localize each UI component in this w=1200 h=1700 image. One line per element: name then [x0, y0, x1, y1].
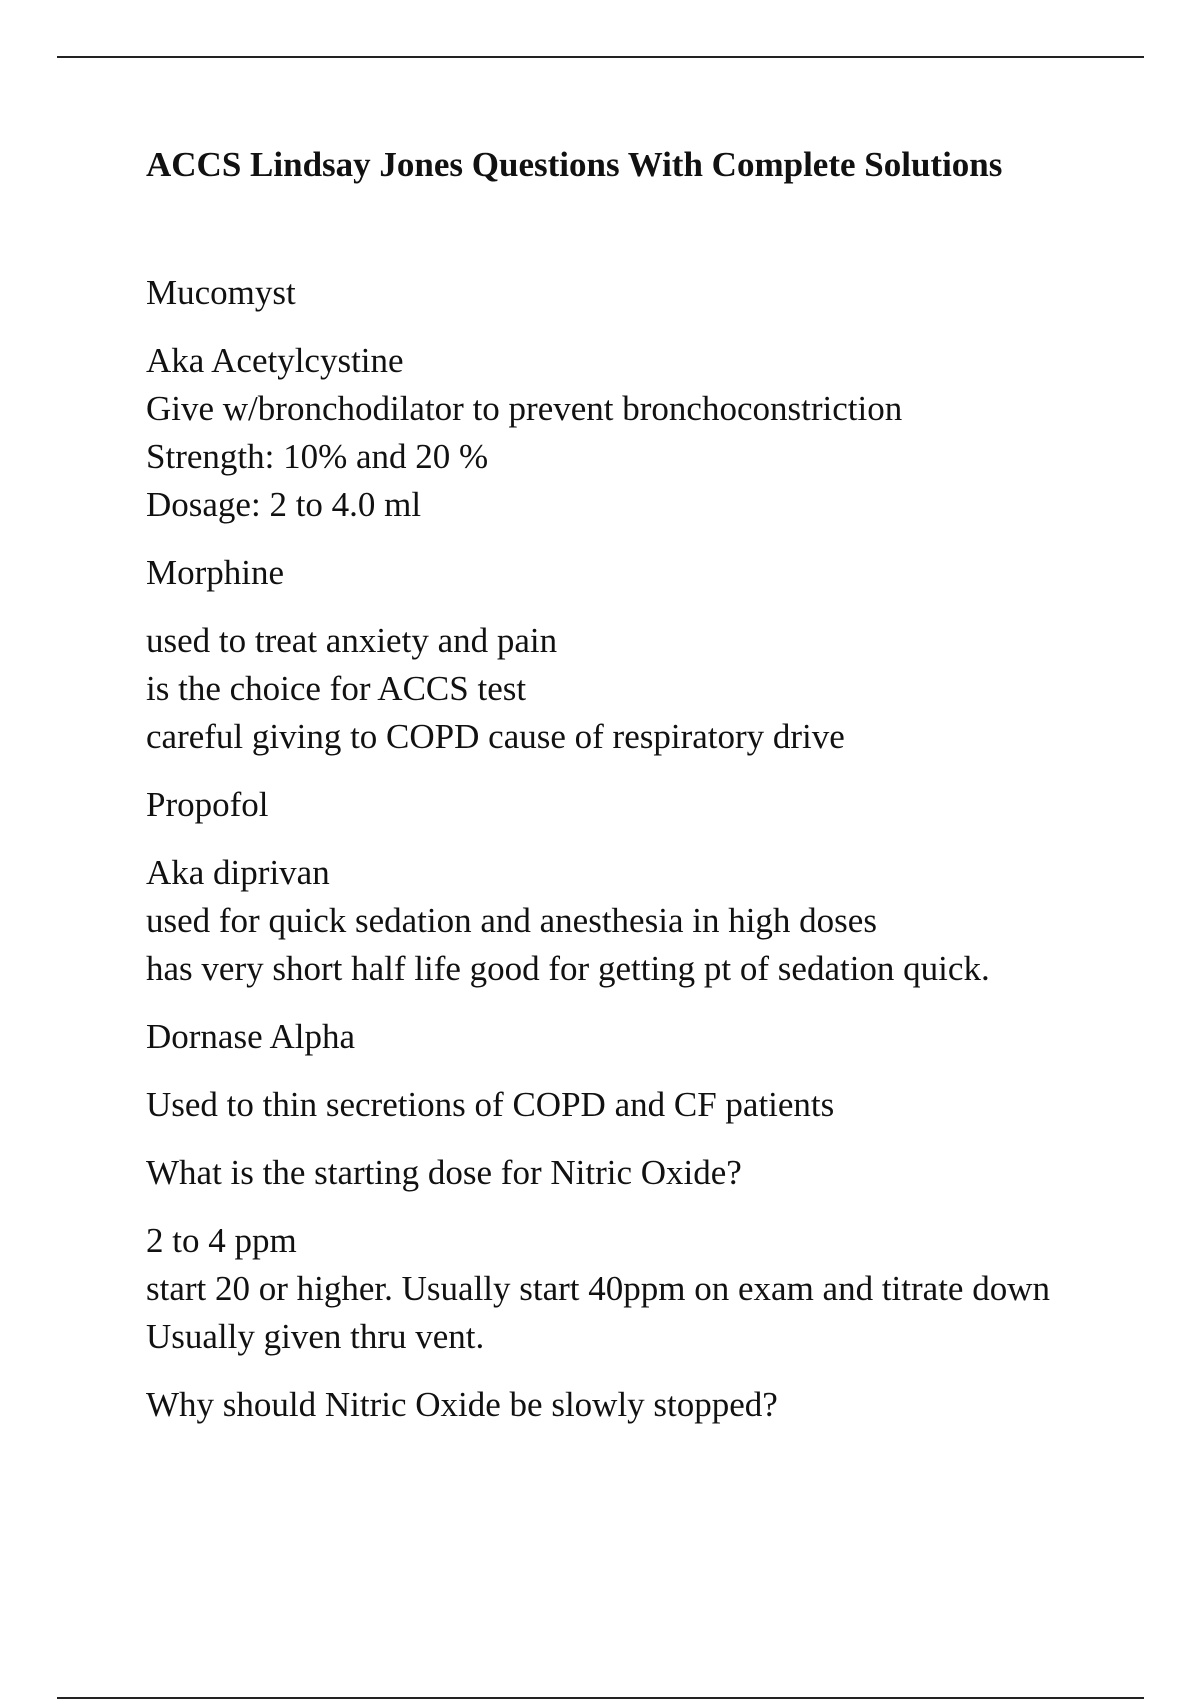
answer-line: careful giving to COPD cause of respiratory drive: [146, 717, 845, 756]
answer-line: 2 to 4 ppm: [146, 1221, 297, 1260]
answer-line: used for quick sedation and anesthesia in high doses: [146, 901, 877, 940]
answer-line: Used to thin secretions of COPD and CF patients: [146, 1085, 835, 1124]
bottom-divider: [57, 1697, 1144, 1699]
answer-line: Dosage: 2 to 4.0 ml: [146, 485, 422, 524]
answer-mucomyst: [146, 337, 1146, 529]
question-dornase-alpha: Dornase Alpha: [146, 1017, 355, 1056]
answer-line: Aka Acetylcystine: [146, 341, 404, 380]
answer-line: Give w/bronchodilator to prevent bronchoconstriction: [146, 389, 903, 428]
answer-line: Usually given thru vent.: [146, 1317, 485, 1356]
question-morphine: Morphine: [146, 553, 285, 592]
document-body: [146, 143, 1146, 1449]
answer-line: start 20 or higher. Usually start 40ppm on exam and titrate down: [146, 1269, 1050, 1308]
document-title: ACCS Lindsay Jones Questions With Complete Solutions: [146, 145, 1003, 184]
question-propofol: Propofol: [146, 785, 269, 824]
top-divider: [57, 56, 1144, 58]
answer-line: Aka diprivan: [146, 853, 330, 892]
question-nitric-oxide-stop: Why should Nitric Oxide be slowly stopped?: [146, 1385, 778, 1424]
question-nitric-oxide-dose: What is the starting dose for Nitric Oxide?: [146, 1153, 742, 1192]
answer-nitric-oxide-dose: [146, 1217, 1146, 1361]
qa-list: [146, 269, 1146, 1429]
answer-morphine: [146, 617, 1146, 761]
answer-line: used to treat anxiety and pain: [146, 621, 558, 660]
answer-propofol: [146, 849, 1146, 993]
answer-dornase-alpha: [146, 1081, 1146, 1129]
answer-line: has very short half life good for getting pt of sedation quick.: [146, 949, 990, 988]
answer-line: Strength: 10% and 20 %: [146, 437, 489, 476]
question-mucomyst: Mucomyst: [146, 273, 296, 312]
answer-line: is the choice for ACCS test: [146, 669, 527, 708]
